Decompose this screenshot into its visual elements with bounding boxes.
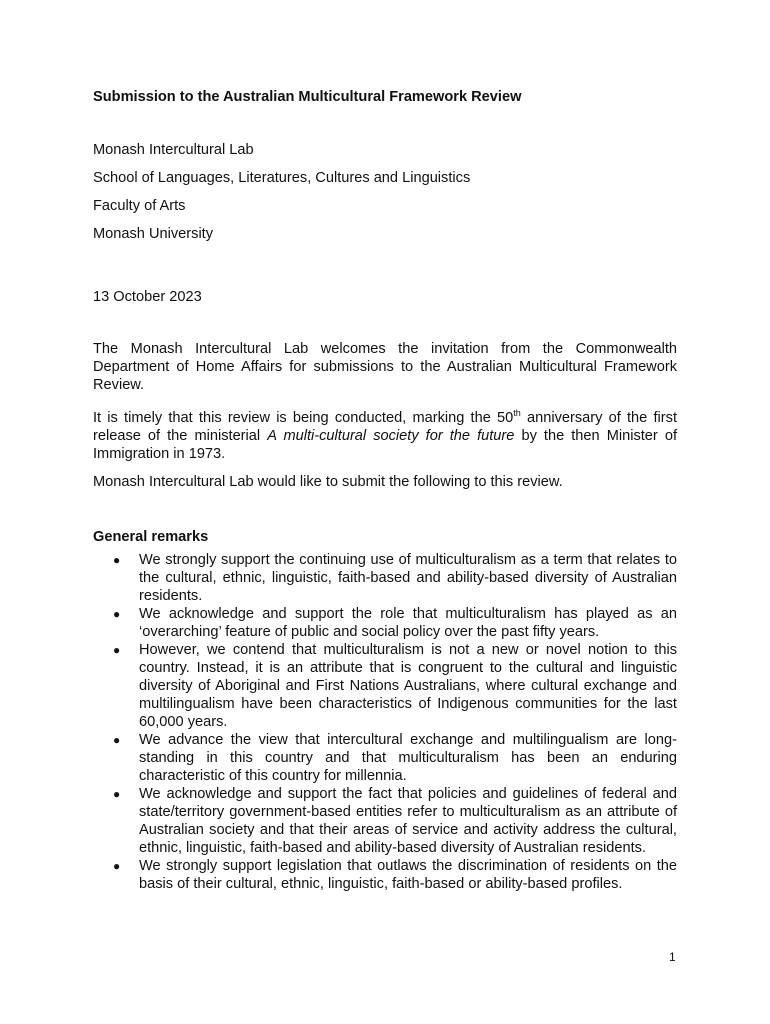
list-item-text: We strongly support the continuing use of multiculturalism as a term that relates to the cultural, ethnic, linguistic, faith-based and ability-based diversity of Australian residents.: [139, 551, 677, 604]
page-number: 1: [669, 950, 676, 964]
list-item: [93, 641, 677, 731]
list-item-text: We strongly support legislation that outlaws the discrimination of residents on the basis of their cultural, ethnic, linguistic, faith-based or ability-based profiles.: [139, 857, 677, 892]
address-block: [93, 141, 677, 243]
remarks-list: [93, 551, 677, 893]
list-item: [93, 551, 677, 605]
intro-paragraph: The Monash Intercultural Lab welcomes the invitation from the Commonwealth Department of Home Affairs for submissions to the Australian Multicultural Framework Review.: [93, 341, 677, 393]
list-item-text: We acknowledge and support the role that multiculturalism has played as an ‘overarching’ feature of public and social policy over the past fifty years.: [139, 605, 677, 640]
list-item-text: However, we contend that multiculturalism is not a new or novel notion to this country. Instead, it is an attribute that is congruent to the cultural and linguistic diversity of Aboriginal and First Nations Australians, where cultural exchange and multilingualism have been characteristics of Indigenous communities for the last 60,000 years.: [139, 641, 677, 730]
timeliness-paragraph: [93, 404, 677, 463]
timeliness-text-1: It is timely that this review is being conducted, marking the 50: [93, 409, 514, 426]
list-item-text: We advance the view that intercultural exchange and multilingualism are long-standing in this country and that multiculturalism has been an enduring characteristic of this country for millennia.: [139, 731, 677, 784]
bullet-marker: ●: [113, 642, 121, 657]
bullet-marker: ●: [113, 786, 121, 801]
bullet-marker: ●: [113, 732, 121, 747]
address-line-university: Monash University: [93, 226, 214, 242]
list-item: [93, 731, 677, 785]
list-item: [93, 857, 677, 893]
bullet-marker: ●: [113, 858, 121, 873]
submission-date: 13 October 2023: [93, 289, 202, 305]
bullet-marker: ●: [113, 552, 121, 567]
bullet-marker: ●: [113, 606, 121, 621]
section-heading: General remarks: [93, 528, 209, 545]
document-title: Submission to the Australian Multicultural Framework Review: [93, 89, 522, 105]
address-line-lab: Monash Intercultural Lab: [93, 142, 254, 158]
timeliness-text-3: by the then Minister of Immigration in 1973.: [93, 427, 677, 462]
address-line-school: School of Languages, Literatures, Cultures and Linguistics: [93, 170, 471, 186]
list-item: [93, 785, 677, 857]
ordinal-suffix: th: [513, 408, 521, 418]
list-item: [93, 605, 677, 641]
list-item-text: We acknowledge and support the fact that policies and guidelines of federal and state/territory government-based entities refer to multiculturalism as an attribute of Australian society and that their areas of service and activity address the cultural, ethnic, linguistic, faith-based and ability-based diversity of Australian residents.: [139, 785, 677, 856]
address-line-faculty: Faculty of Arts: [93, 198, 186, 214]
submission-paragraph: Monash Intercultural Lab would like to submit the following to this review.: [93, 473, 563, 490]
publication-title: A multi-cultural society for the future: [267, 427, 515, 444]
document-body: [93, 88, 677, 893]
timeliness-text-2: anniversary of the first release of the ministerial: [93, 409, 678, 444]
